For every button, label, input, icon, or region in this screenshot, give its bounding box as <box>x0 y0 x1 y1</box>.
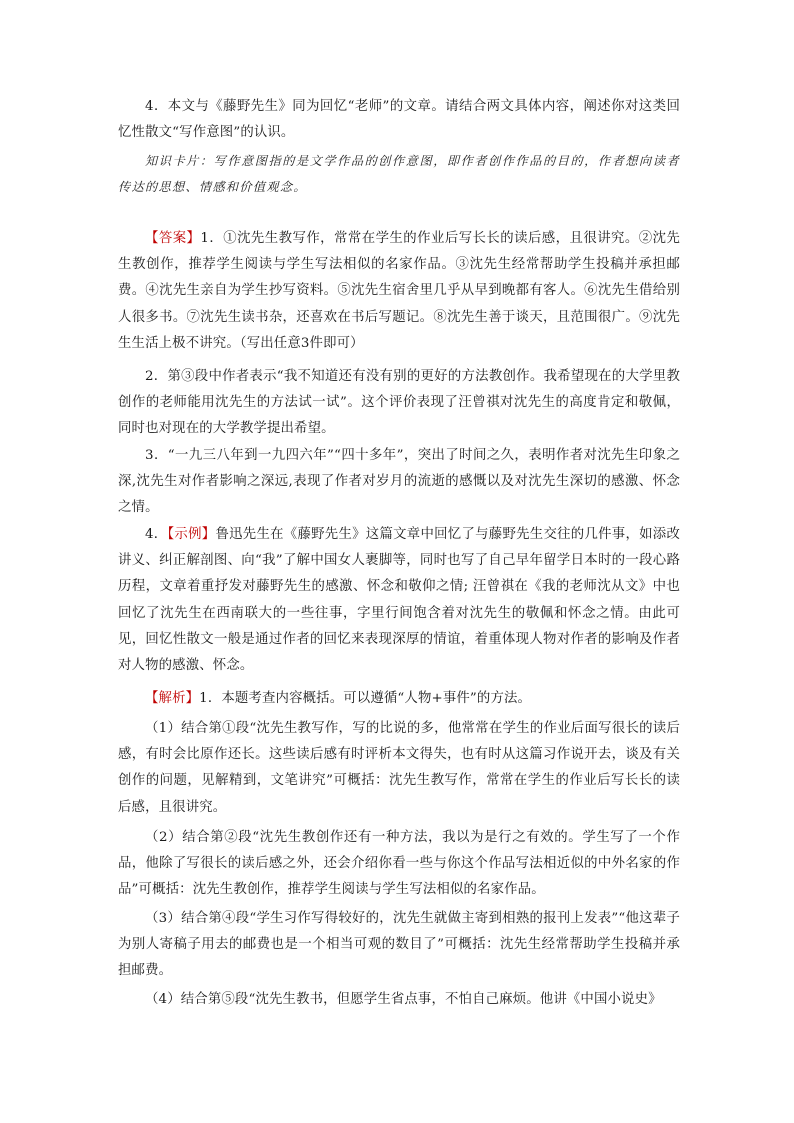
analysis-intro-paragraph <box>118 686 680 712</box>
analysis-point-4 <box>118 987 680 1013</box>
answer-4-text: 鲁迅先生在《藤野先生》这篇文章中回忆了与藤野先生交往的几件事，如添改讲义、纠正解剖图、向“我”了解中国女人裹脚等，同时也写了自己早年留学日本时的一段心路历程，文章着重抒发对藤野先生的感激、怀念和敬仰之情; 汪曾祺在《我的老师沈从文》中也回忆了沈先生在西南联大的一些往事，字里行间饱含着对沈先生的敬佩和怀念之情。由此可见，回忆性散文一般是通过作者的回忆来表现深厚的情谊，着重体现人物对作者的影响及作者对人物的感激、怀念。 <box>118 527 680 674</box>
answer-label: 【答案】 <box>145 231 201 246</box>
knowledge-card <box>118 148 680 200</box>
analysis-point-1-text: （1）结合第①段“沈先生教写作，写的比说的多，他常常在学生的作业后面写很长的读后感，有时会比原作还长。这些读后感有时评析本文得失，也有时从这篇习作说开去，谈及有关创作的问题，见解精到，文笔讲究”可概括：沈先生教写作，常常在学生的作业后写长长的读后感，且很讲究。 <box>118 721 680 815</box>
analysis-point-1 <box>118 716 680 821</box>
answer-4 <box>118 522 680 679</box>
answer-2 <box>118 364 680 443</box>
answer-1-text: 1．①沈先生教写作，常常在学生的作业后写长长的读后感，且很讲究。②沈先生教创作，推荐学生阅读与学生写法相似的名家作品。③沈先生经常帮助学生投稿并承担邮费。④沈先生亲自为学生抄写资料。⑤沈先生宿舍里几乎从早到晚都有客人。⑥沈先生借给别人很多书。⑦沈先生读书杂，还喜欢在书后写题记。⑧沈先生善于谈天，且范围很广。⑨沈先生生活上极不讲究。（写出任意3件即可） <box>118 231 680 351</box>
answer-4-number: 4． <box>145 527 168 542</box>
analysis-point-3 <box>118 906 680 985</box>
answer-3 <box>118 443 680 522</box>
answer-3-text: 3．“一九三八年到一九四六年”“四十多年”，突出了时间之久，表明作者对沈先生印象之深,沈先生对作者影响之深远,表现了作者对岁月的流逝的感慨以及对沈先生深切的感激、怀念之情。 <box>118 448 680 516</box>
analysis-intro <box>118 686 680 712</box>
answer-1-paragraph <box>118 226 680 357</box>
analysis-label: 【解析】 <box>145 691 200 706</box>
question-4-text: 4．本文与《藤野先生》同为回忆“老师”的文章。请结合两文具体内容，阐述你对这类回忆性散文“写作意图”的认识。 <box>118 99 680 141</box>
question-4 <box>118 94 680 146</box>
analysis-point-2-text: （2）结合第②段“沈先生教创作还有一种方法，我以为是行之有效的。学生写了一个作品，他除了写很长的读后感之外，还会介绍你看一些与你这个作品写法相近似的中外名家的作品”可概括：沈先生教创作，推荐学生阅读与学生写法相似的名家作品。 <box>118 830 680 898</box>
knowledge-card-text: 知识卡片：写作意图指的是文学作品的创作意图，即作者创作作品的目的，作者想向读者传达的思想、情感和价值观念。 <box>118 154 680 194</box>
answer-4-paragraph <box>118 522 680 679</box>
example-label: 【示例】 <box>167 527 216 542</box>
answer-2-text: 2．第③段中作者表示“我不知道还有没有别的更好的方法教创作。我希望现在的大学里教创作的老师能用沈先生的方法试一试”。这个评价表现了汪曾祺对沈先生的高度肯定和敬佩，同时也对现在的大学教学提出希望。 <box>118 369 680 437</box>
answer-1 <box>118 226 680 357</box>
analysis-point-3-text: （3）结合第④段“学生习作写得较好的，沈先生就做主寄到相熟的报刊上发表”“他这辈子为别人寄稿子用去的邮费也是一个相当可观的数目了”可概括：沈先生经常帮助学生投稿并承担邮费。 <box>118 911 680 979</box>
analysis-point-2 <box>118 825 680 904</box>
analysis-intro-text: 1．本题考查内容概括。可以遵循“人物+事件”的方法。 <box>199 691 532 706</box>
analysis-point-4-text: （4）结合第⑤段“沈先生教书，但愿学生省点事，不怕自己麻烦。他讲《中国小说史》 <box>145 992 662 1007</box>
